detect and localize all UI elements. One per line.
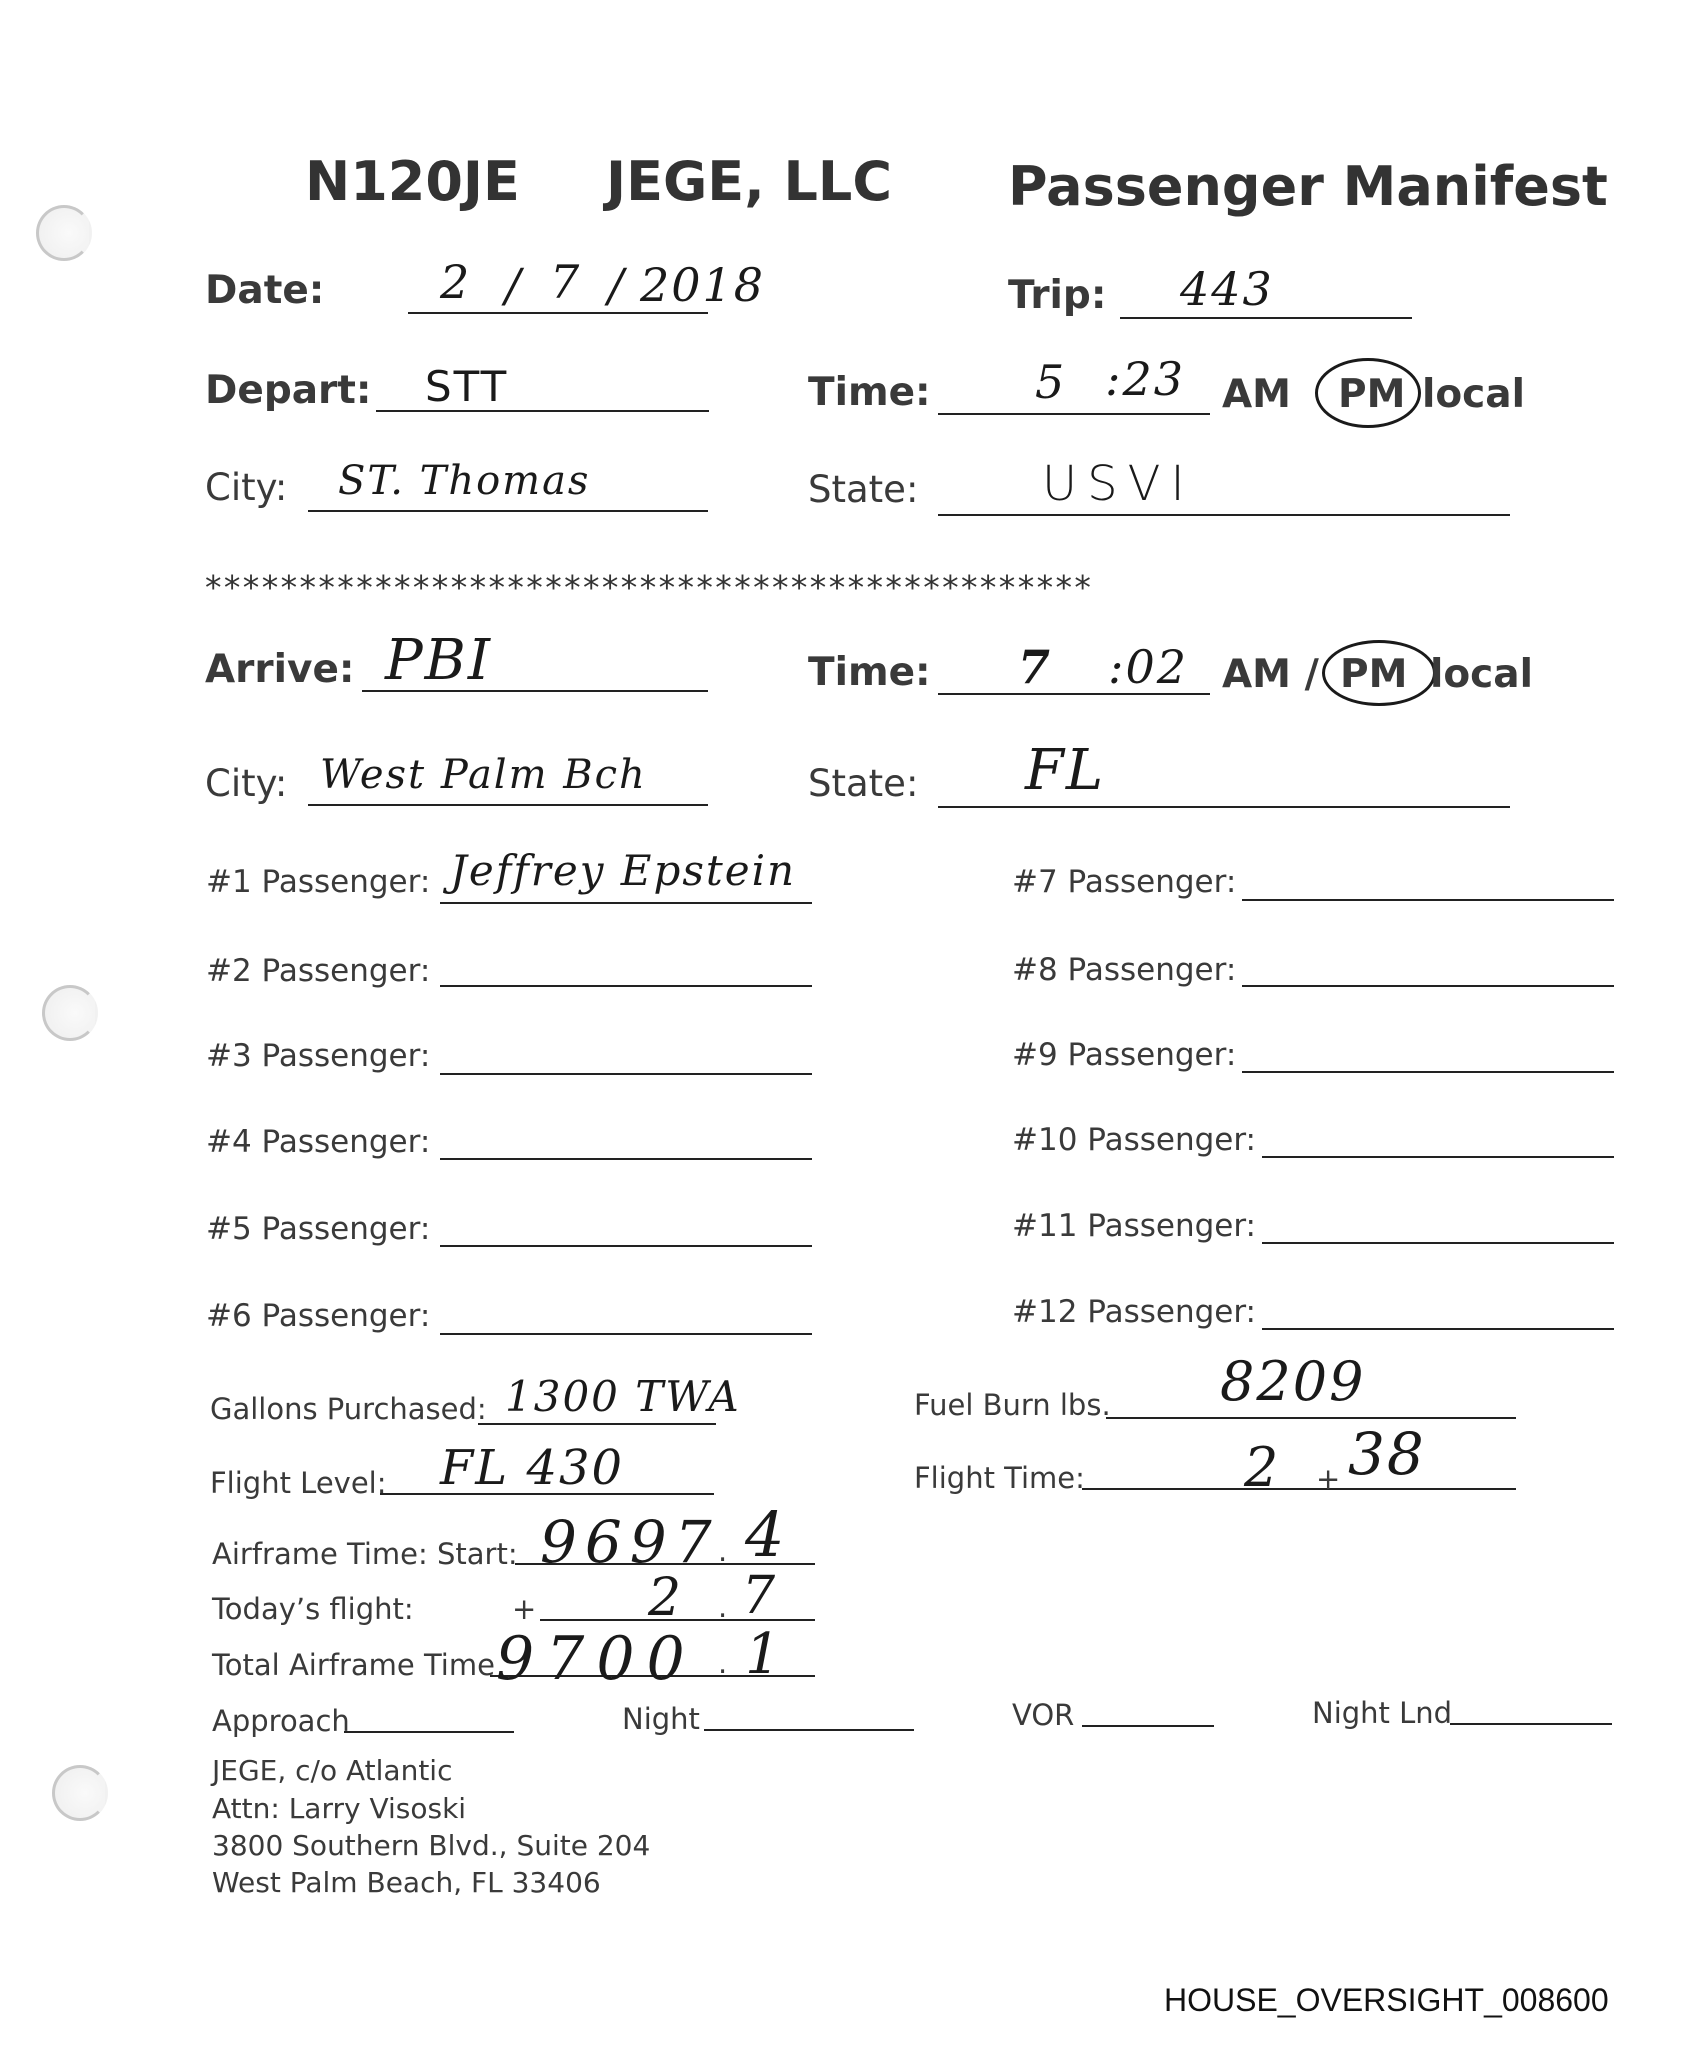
trip-line: [1120, 317, 1412, 319]
depart-time-label: Time:: [808, 370, 931, 415]
night-label: Night: [622, 1702, 700, 1736]
trip-label: Trip:: [1008, 273, 1107, 318]
form-title: Passenger Manifest: [1008, 155, 1608, 218]
trip-number: 443: [1180, 262, 1274, 316]
passenger-8-line: [1242, 985, 1614, 987]
approach-line: [344, 1731, 514, 1733]
arrive-pm: PM: [1340, 652, 1408, 697]
passenger-5-line: [440, 1245, 812, 1247]
date-line: [408, 312, 708, 314]
arrive-airport: PBI: [385, 628, 492, 693]
gallons-value: 1300 TWA: [505, 1372, 741, 1421]
company-name: JEGE, LLC: [606, 150, 892, 213]
todays-flight-tenth: 7: [742, 1566, 778, 1626]
depart-pm: PM: [1338, 372, 1406, 417]
address-line-3: 3800 Southern Blvd., Suite 204: [212, 1829, 651, 1862]
arrive-state: FL: [1025, 738, 1106, 803]
total-airframe-tenth: 1: [745, 1622, 783, 1687]
todays-flight-plus: +: [512, 1592, 537, 1626]
night-line: [704, 1729, 914, 1731]
date-sep-1: /: [505, 258, 523, 312]
depart-state-label: State:: [808, 468, 919, 511]
passenger-3-label: #3 Passenger:: [206, 1038, 431, 1074]
arrive-city: West Palm Bch: [320, 752, 647, 798]
total-airframe-dot: .: [718, 1646, 728, 1680]
passenger-7-line: [1242, 899, 1614, 901]
approach-label: Approach: [212, 1704, 350, 1738]
fuel-burn-line: [1106, 1417, 1516, 1419]
depart-am: AM: [1222, 372, 1291, 417]
passenger-11-label: #11 Passenger:: [1012, 1208, 1256, 1244]
tail-number: N120JE: [305, 150, 520, 213]
fuel-burn-label: Fuel Burn lbs.: [914, 1388, 1111, 1422]
depart-time-line: [938, 413, 1210, 415]
depart-state-line: [938, 514, 1510, 516]
airframe-start-whole: 9697: [540, 1508, 720, 1576]
arrive-am: AM /: [1222, 652, 1319, 697]
depart-pm-circle: [1315, 358, 1421, 428]
total-airframe-whole: 9700: [496, 1624, 697, 1694]
airframe-start-dot: .: [718, 1534, 728, 1568]
passenger-7-label: #7 Passenger:: [1012, 864, 1237, 900]
vor-line: [1082, 1725, 1214, 1727]
passenger-2-label: #2 Passenger:: [206, 953, 431, 989]
passenger-10-label: #10 Passenger:: [1012, 1122, 1256, 1158]
flight-time-line: [1082, 1488, 1516, 1490]
bates-number: HOUSE_OVERSIGHT_008600: [1164, 1982, 1609, 2018]
arrive-time-label: Time:: [808, 650, 931, 695]
passenger-1-label: #1 Passenger:: [206, 864, 431, 900]
passenger-1-line: [440, 902, 812, 904]
passenger-5-label: #5 Passenger:: [206, 1211, 431, 1247]
passenger-8-label: #8 Passenger:: [1012, 952, 1237, 988]
depart-hour: 5: [1035, 355, 1067, 409]
arrive-label: Arrive:: [205, 647, 355, 692]
arrive-city-label: City:: [205, 762, 288, 805]
passenger-9-label: #9 Passenger:: [1012, 1037, 1237, 1073]
gallons-line: [478, 1423, 716, 1425]
passenger-4-label: #4 Passenger:: [206, 1124, 431, 1160]
night-landing-label: Night Lnd: [1312, 1696, 1453, 1730]
vor-label: VOR: [1012, 1698, 1075, 1732]
section-separator: ***********************************************: [205, 568, 1094, 607]
depart-city-label: City:: [205, 466, 288, 509]
arrive-city-line: [308, 804, 708, 806]
airframe-start-tenth: 4: [745, 1498, 787, 1571]
flight-time-hours: 2: [1244, 1436, 1281, 1499]
passenger-4-line: [440, 1158, 812, 1160]
todays-flight-dot: .: [718, 1590, 728, 1624]
arrive-minute: :02: [1108, 640, 1189, 694]
night-landing-line: [1450, 1723, 1612, 1725]
passenger-2-line: [440, 985, 812, 987]
passenger-1-name: Jeffrey Epstein: [450, 846, 797, 895]
passenger-12-label: #12 Passenger:: [1012, 1294, 1256, 1330]
arrive-state-line: [938, 806, 1510, 808]
flight-time-minutes: 38: [1348, 1420, 1426, 1488]
flight-level-value: FL 430: [440, 1440, 625, 1496]
date-label: Date:: [205, 268, 325, 313]
passenger-11-line: [1262, 1242, 1614, 1244]
depart-city-line: [308, 510, 708, 512]
flight-level-label: Flight Level:: [210, 1466, 387, 1500]
arrive-state-label: State:: [808, 762, 919, 805]
depart-minute: :23: [1105, 352, 1186, 406]
gallons-label: Gallons Purchased:: [210, 1392, 487, 1426]
date-sep-2: /: [608, 258, 626, 312]
date-year: 2018: [640, 258, 766, 312]
depart-city: ST. Thomas: [338, 458, 591, 504]
depart-local: local: [1422, 372, 1525, 417]
passenger-6-line: [440, 1333, 812, 1335]
todays-flight-whole: 2: [648, 1568, 684, 1628]
passenger-12-line: [1262, 1328, 1614, 1330]
passenger-9-line: [1242, 1071, 1614, 1073]
address-line-1: JEGE, c/o Atlantic: [212, 1754, 453, 1787]
depart-airport: STT: [425, 362, 509, 411]
flight-time-label: Flight Time:: [914, 1461, 1085, 1495]
depart-label: Depart:: [205, 368, 372, 413]
punch-hole-middle: [42, 985, 98, 1041]
punch-hole-bottom: [52, 1765, 108, 1821]
date-day: 7: [550, 255, 582, 309]
todays-flight-label: Today’s flight:: [212, 1592, 414, 1626]
flight-time-sep: +: [1316, 1462, 1341, 1496]
arrive-local: local: [1430, 652, 1533, 697]
fuel-burn-value: 8209: [1220, 1350, 1366, 1413]
passenger-10-line: [1262, 1156, 1614, 1158]
address-line-2: Attn: Larry Visoski: [212, 1792, 467, 1825]
date-month: 2: [440, 255, 472, 309]
passenger-3-line: [440, 1073, 812, 1075]
depart-state: USVI: [1042, 456, 1195, 512]
passenger-6-label: #6 Passenger:: [206, 1298, 431, 1334]
punch-hole-top: [36, 205, 92, 261]
total-airframe-label: Total Airframe Time: [212, 1648, 495, 1682]
airframe-start-label: Airframe Time: Start:: [212, 1537, 518, 1571]
address-line-4: West Palm Beach, FL 33406: [212, 1866, 601, 1899]
arrive-pm-circle: [1322, 640, 1436, 706]
arrive-hour: 7: [1018, 640, 1053, 694]
